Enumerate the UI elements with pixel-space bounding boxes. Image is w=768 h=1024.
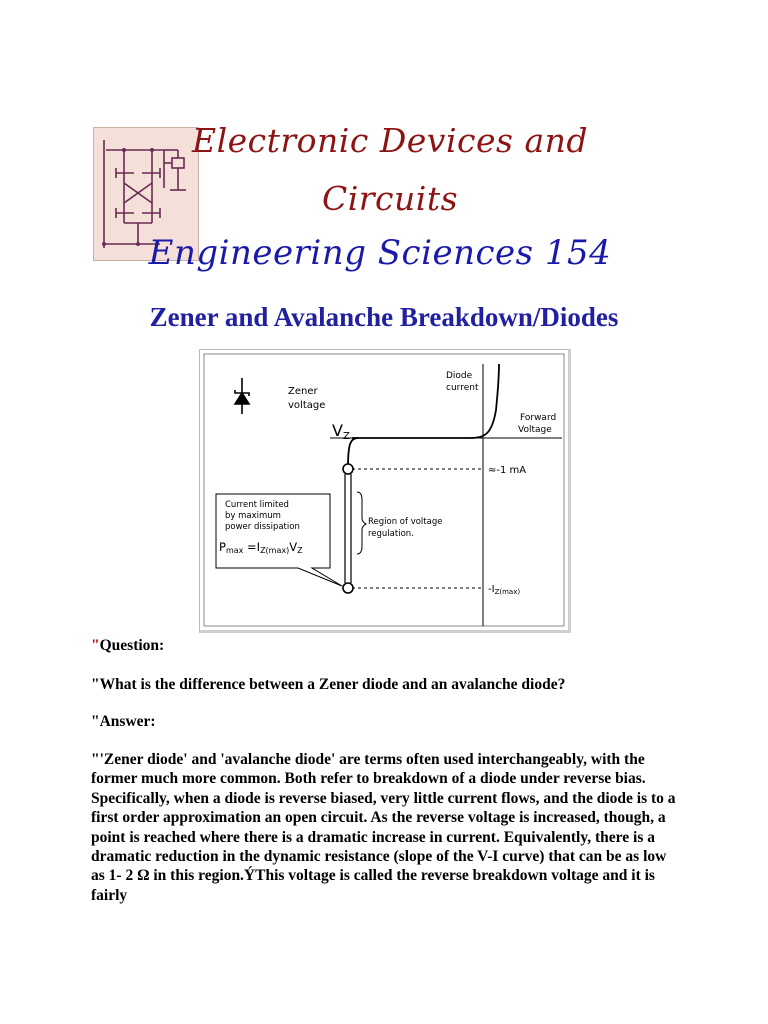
zener-label-1: Zener (288, 386, 318, 397)
forward-label-1: Forward (520, 413, 557, 423)
diode-current-label-2: current (446, 383, 479, 393)
question-label-text: Question: (99, 637, 165, 654)
zener-iv-figure (199, 349, 571, 633)
pmax-formula: Pmax =IZ(max)VZ (219, 540, 303, 555)
callout-line-3: power dissipation (225, 522, 300, 532)
title-line-1: Electronic Devices and (191, 121, 588, 160)
zener-label-2: voltage (288, 400, 326, 411)
knee-point (343, 464, 353, 474)
diode-current-label-1: Diode (446, 371, 473, 381)
max-point (343, 583, 353, 593)
vz-label: VZ (332, 421, 350, 442)
callout-line-2: by maximum (225, 511, 281, 521)
iz-max-label: $-I_{Z(max)}$ (488, 584, 521, 596)
approx-label: ≈-1 mA (488, 465, 527, 476)
answer-body: "'Zener diode' and 'avalanche diode' are terms often used interchangeably, with the former much more common. Both refer to breakdown of a diode under reverse bias. Specifically, when a diode is reverse biased, very little current flows, and the diode is to a first order approximation an open circuit. As the reverse voltage is increased, though, a point is reached where there is a dramatic increase in current. Equivalently, there is a dramatic reduction in the dynamic resistance (slope of the V-I curve) that can be as low as 1- 2 Ω in this region.ÝThis voltage is called the reverse breakdown voltage and it is fairly (91, 751, 676, 904)
course-title: Engineering Sciences 154 (148, 233, 612, 273)
question-text: "What is the difference between a Zener diode and an avalanche diode? (91, 676, 566, 693)
answer-label: "Answer: (91, 713, 156, 730)
figure-inner-frame (204, 354, 564, 626)
region-label-1: Region of voltage (368, 517, 443, 527)
question-label (91, 636, 691, 655)
page-heading: Zener and Avalanche Breakdown/Diodes (149, 302, 619, 332)
title-line-2: Circuits (321, 179, 459, 218)
callout-line-1: Current limited (225, 500, 289, 510)
forward-label-2: Voltage (518, 425, 552, 435)
quote-mark: " (91, 637, 100, 654)
zener-iv-diagram (200, 350, 568, 630)
region-label-2: regulation. (368, 529, 414, 539)
